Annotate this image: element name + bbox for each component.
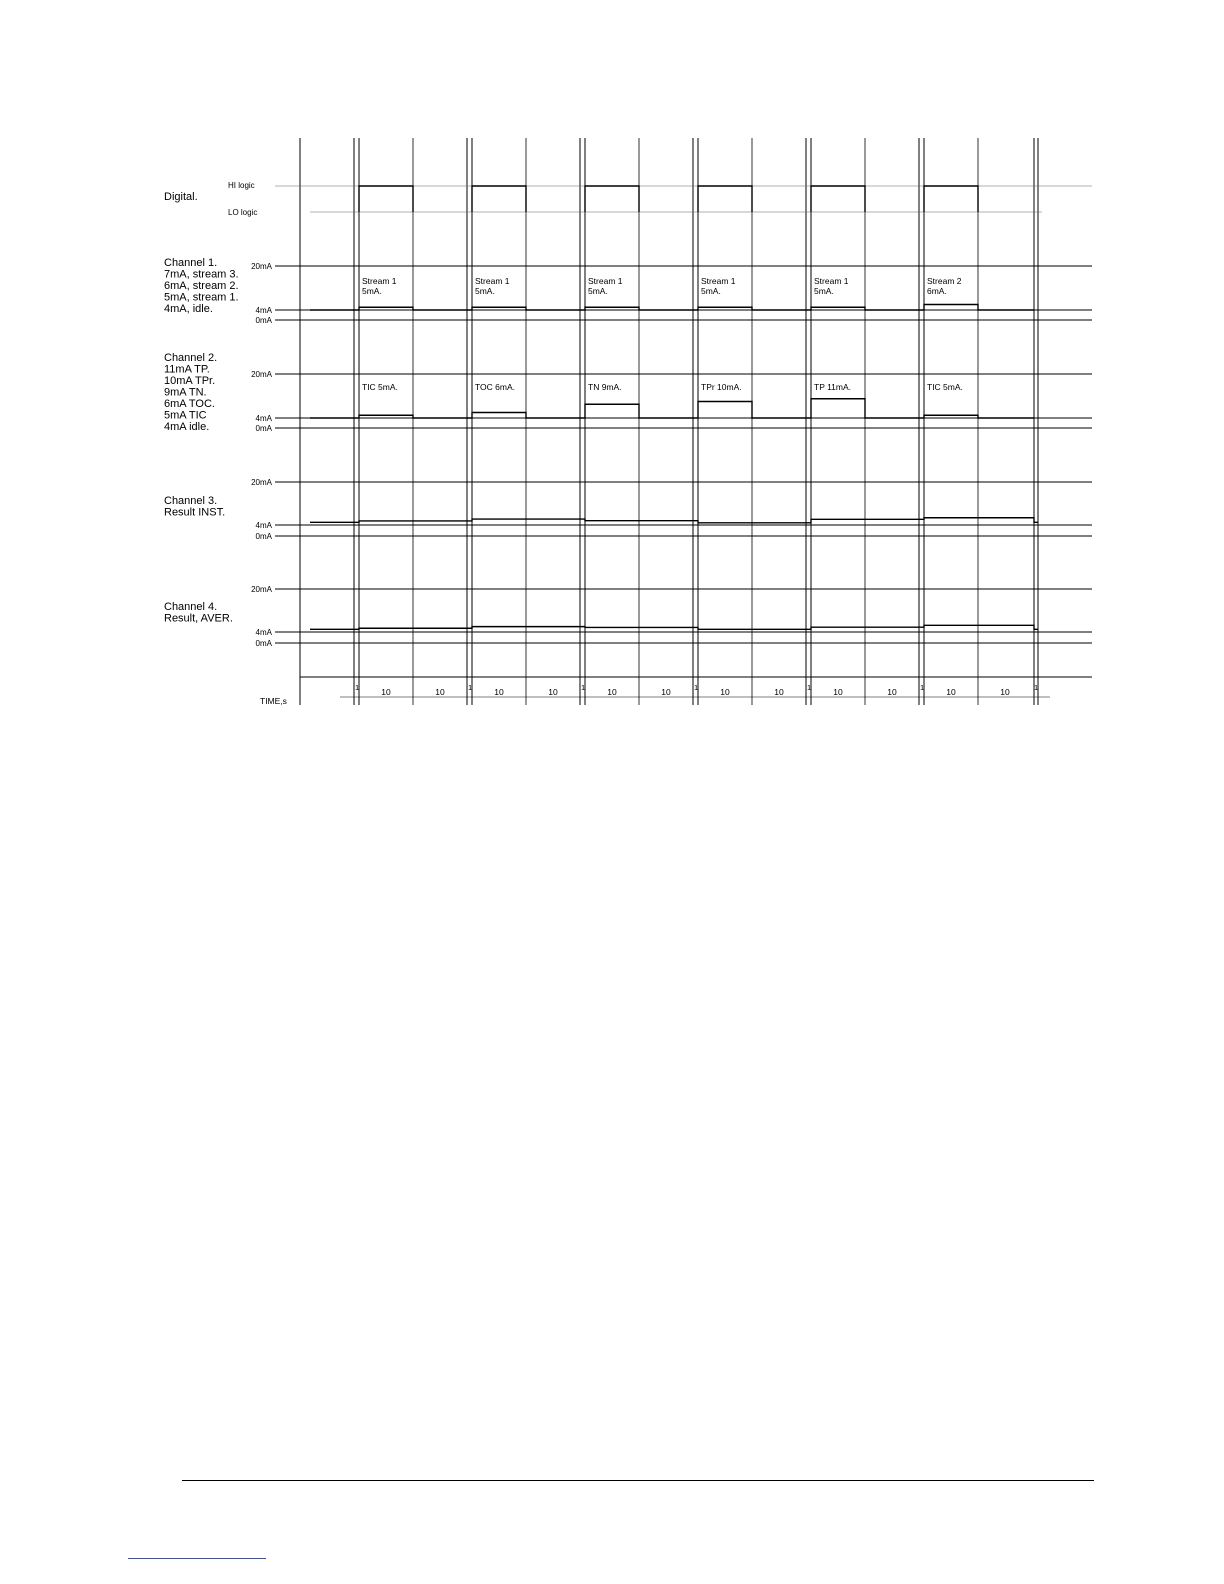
ch1-label-2: 6mA, stream 2.	[164, 280, 239, 292]
ch1-period-label-3-1: 5mA.	[588, 286, 608, 296]
ch1-period-label-3-0: Stream 1	[588, 276, 623, 286]
ch3-label-1: Result INST.	[164, 506, 226, 519]
time-gap-label-1: 1	[355, 683, 360, 692]
ch2-label-4: 6mA TOC.	[164, 398, 215, 410]
ch1-period-label-1-1: 5mA.	[362, 286, 382, 296]
ch1-scale-label-2: 0mA	[255, 316, 272, 325]
ch1-period-label-4-1: 5mA.	[701, 286, 721, 296]
ch1-label-1: 7mA, stream 3.	[164, 268, 239, 281]
time-gap-label-5: 1	[807, 683, 812, 692]
ch3-scale-label-0: 20mA	[251, 478, 272, 487]
ch2-period-label-1-0: TIC 5mA.	[362, 382, 398, 392]
ch1-label-4: 4mA, idle.	[164, 303, 213, 315]
time-gap-label-4: 1	[694, 683, 699, 692]
ch1-period-label-1-0: Stream 1	[362, 276, 397, 286]
ch1-label-0: Channel 1.	[164, 257, 218, 269]
time-seg-label-3-b: 10	[661, 687, 671, 697]
ch3-scale-label-2: 0mA	[255, 532, 272, 541]
ch3-scale-label-1: 4mA	[255, 521, 272, 530]
ch2-label-6: 4mA idle.	[164, 421, 210, 433]
time-seg-label-6-b: 10	[1000, 687, 1010, 697]
ch3-signal	[310, 518, 1038, 523]
ch4-scale-label-2: 0mA	[255, 639, 272, 648]
ch4-label-1: Result, AVER.	[164, 612, 233, 625]
digital-pulse-5	[811, 186, 865, 212]
digital-label: Digital.	[164, 191, 198, 203]
lo-logic-label: LO logic	[228, 208, 258, 217]
time-seg-label-2-a: 10	[494, 687, 504, 697]
ch4-scale-label-1: 4mA	[255, 628, 272, 637]
ch1-period-label-5-0: Stream 1	[814, 276, 849, 286]
ch1-period-label-2-0: Stream 1	[475, 276, 510, 286]
digital-pulse-4	[698, 186, 752, 212]
time-seg-label-3-a: 10	[607, 687, 617, 697]
time-axis-label: TIME,s	[260, 696, 287, 706]
ch2-label-5: 5mA TIC	[164, 409, 207, 422]
ch2-scale-label-2: 0mA	[255, 424, 272, 433]
time-gap-label-2: 1	[468, 683, 473, 692]
ch1-label-3: 5mA, stream 1.	[164, 291, 239, 304]
digital-pulse-3	[585, 186, 639, 212]
ch2-period-label-3-0: TN 9mA.	[588, 382, 622, 392]
ch2-period-label-2-0: TOC 6mA.	[475, 382, 515, 392]
ch1-period-label-4-0: Stream 1	[701, 276, 736, 286]
digital-pulse-1	[359, 186, 413, 212]
ch2-scale-label-1: 4mA	[255, 414, 272, 423]
ch1-signal	[310, 305, 1034, 311]
ch4-label-0: Channel 4.	[164, 601, 218, 613]
ch2-label-2: 10mA TPr.	[164, 375, 216, 387]
time-seg-label-2-b: 10	[548, 687, 558, 697]
ch1-scale-label-1: 4mA	[255, 306, 272, 315]
ch2-label-0: Channel 2.	[164, 352, 218, 364]
ch1-period-label-5-1: 5mA.	[814, 286, 834, 296]
digital-pulse-2	[472, 186, 526, 212]
time-gap-label-end: 1	[1034, 683, 1039, 692]
time-gap-label-3: 1	[581, 683, 586, 692]
ch2-period-label-5-0: TP 11mA.	[814, 382, 852, 392]
time-seg-label-1-a: 10	[381, 687, 391, 697]
ch1-period-label-6-0: Stream 2	[927, 276, 962, 286]
ch3-label-0: Channel 3.	[164, 495, 218, 507]
ch1-scale-label-0: 20mA	[251, 262, 272, 271]
time-seg-label-5-b: 10	[887, 687, 897, 697]
ch1-period-label-2-1: 5mA.	[475, 286, 495, 296]
ch4-scale-label-0: 20mA	[251, 585, 272, 594]
ch2-period-label-4-0: TPr 10mA.	[701, 382, 742, 392]
ch4-signal	[310, 625, 1038, 629]
timing-diagram	[0, 0, 1224, 760]
time-seg-label-4-b: 10	[774, 687, 784, 697]
digital-pulse-6	[924, 186, 978, 212]
ch2-signal	[310, 399, 1034, 418]
time-seg-label-5-a: 10	[833, 687, 843, 697]
ch2-label-3: 9mA TN.	[164, 386, 207, 399]
time-gap-label-6: 1	[920, 683, 925, 692]
footer-rule	[182, 1480, 1094, 1481]
time-seg-label-6-a: 10	[946, 687, 956, 697]
hi-logic-label: HI logic	[228, 181, 255, 190]
ch2-period-label-6-0: TIC 5mA.	[927, 382, 963, 392]
ch2-label-1: 11mA TP.	[164, 363, 210, 376]
time-seg-label-4-a: 10	[720, 687, 730, 697]
ch1-period-label-6-1: 6mA.	[927, 286, 947, 296]
time-seg-label-1-b: 10	[435, 687, 445, 697]
ch2-scale-label-0: 20mA	[251, 370, 272, 379]
footer-link-underline	[128, 1558, 266, 1559]
